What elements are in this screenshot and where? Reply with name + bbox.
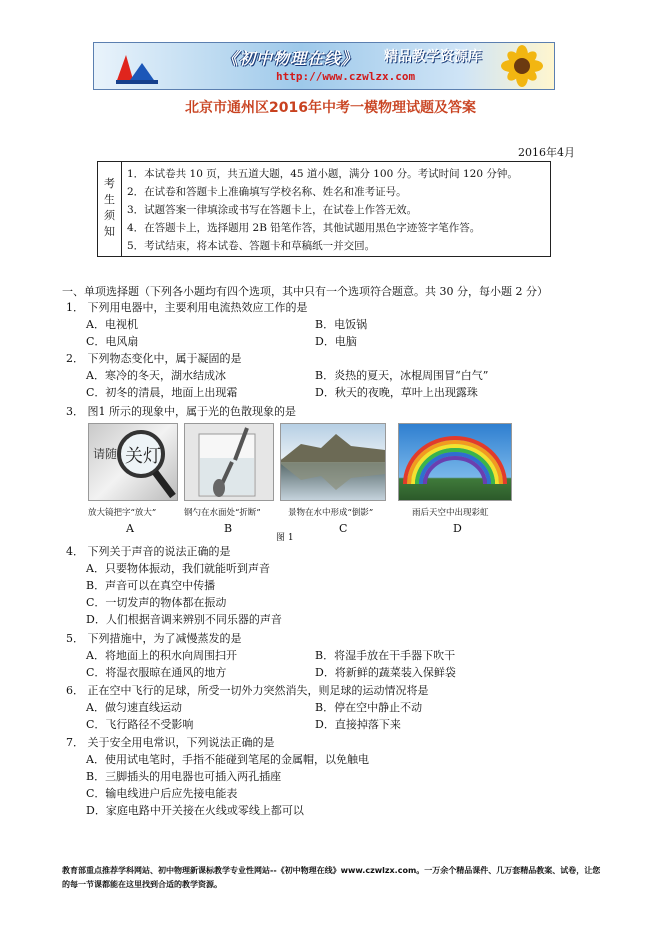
figure-letter: C (339, 522, 348, 535)
figure-label: 图 1 (276, 533, 294, 543)
figure-image-d (398, 423, 512, 501)
figure-caption: 雨后天空中出现彩虹 (412, 508, 489, 518)
option-d[interactable]: D．将新鲜的蔬菜装入保鲜袋 (315, 666, 456, 679)
option-b[interactable]: B．停在空中静止不动 (315, 701, 423, 714)
notice-item: 1．本试卷共 10 页，共五道大题，45 道小题，满分 100 分。考试时间 120 分钟。 (127, 168, 518, 180)
option-c[interactable]: C．初冬的清晨，地面上出现霜 (86, 386, 238, 399)
option-a[interactable]: A．做匀速直线运动 (86, 701, 182, 714)
notice-item: 5．考试结束，将本试卷、答题卡和草稿纸一并交回。 (127, 240, 376, 252)
rainbow-photo (399, 424, 511, 500)
notice-label-char: 生 (104, 193, 115, 206)
option-b[interactable]: B．电饭锅 (315, 318, 368, 331)
question-stem: 7． 关于安全用电常识，下列说法正确的是 (66, 736, 275, 749)
question-stem: 5． 下列措施中，为了减慢蒸发的是 (66, 632, 242, 645)
option-d[interactable]: D．直接掉落下来 (315, 718, 401, 731)
figure-image-b (184, 423, 274, 501)
option-c[interactable]: C．输电线进户后应先接电能表 (86, 787, 238, 800)
figure-image-c (280, 423, 386, 501)
document-title: 北京市通州区2016年中考一模物理试题及答案 (185, 100, 476, 116)
option-c[interactable]: C．将湿衣服晾在通风的地方 (86, 666, 227, 679)
notice-label-char: 考 (104, 177, 115, 190)
figure-caption: 钢勺在水面处“折断” (184, 508, 261, 518)
option-d[interactable]: D．人们根据音调来辨别不同乐器的声音 (86, 613, 282, 626)
option-b[interactable]: B．炎热的夏天，冰棍周围冒“白气” (315, 369, 489, 382)
figure-caption: 景物在水中形成“倒影” (288, 508, 374, 518)
question-stem: 6． 正在空中飞行的足球，所受一切外力突然消失，则足球的运动情况将是 (66, 684, 429, 697)
option-a[interactable]: A．电视机 (86, 318, 138, 331)
svg-text:请随: 请随 (93, 447, 118, 461)
option-a[interactable]: A．寒冷的冬天，湖水结成冰 (86, 369, 226, 382)
option-c[interactable]: C．一切发声的物体都在振动 (86, 596, 227, 609)
option-c[interactable]: C．电风扇 (86, 335, 139, 348)
option-d[interactable]: D．电脑 (315, 335, 357, 348)
option-b[interactable]: B．声音可以在真空中传播 (86, 579, 216, 592)
question-stem: 2． 下列物态变化中，属于凝固的是 (66, 352, 242, 365)
banner-url[interactable]: http://www.czwlzx.com (276, 70, 416, 83)
notice-label-char: 知 (104, 225, 115, 238)
option-a[interactable]: A．使用试电笔时，手指不能碰到笔尾的金属帽，以免触电 (86, 753, 369, 766)
notice-item: 2．在试卷和答题卡上准确填写学校名称、姓名和准考证号。 (127, 186, 407, 198)
section-heading: 一、单项选择题（下列各小题均有四个选项，其中只有一个选项符合题意。共 30 分，每小题 2 分） (62, 285, 548, 298)
notice-label (98, 162, 122, 256)
question-stem: 1． 下列用电器中，主要利用电流热效应工作的是 (66, 301, 308, 314)
spoon-in-glass-photo (185, 424, 273, 500)
exam-notice-box (97, 161, 551, 257)
option-d[interactable]: D．秋天的夜晚，草叶上出现露珠 (315, 386, 478, 399)
question-stem: 3． 图1 所示的现象中，属于光的色散现象的是 (66, 405, 296, 418)
notice-label-char: 须 (104, 209, 115, 222)
site-logo-icon (112, 49, 162, 85)
page-footer: 教育部重点推荐学科网站、初中物理新课标教学专业性网站--《初中物理在线》www.czwlzx.com。一万余个精品课件、几万套精品教案、试卷，让您的每一节课都能在这里找到合适的教学资源。 (62, 866, 601, 889)
figure-caption: 放大镜把字“放大” (88, 508, 157, 518)
figure-letter: D (453, 522, 462, 535)
option-d[interactable]: D．家庭电路中开关接在火线或零线上都可以 (86, 804, 304, 817)
document-date: 2016年4月 (518, 146, 575, 159)
option-b[interactable]: B．将湿手放在干手器下吹干 (315, 649, 456, 662)
question-stem: 4． 下列关于声音的说法正确的是 (66, 545, 231, 558)
option-c[interactable]: C．飞行路径不受影响 (86, 718, 194, 731)
notice-item: 4．在答题卡上，选择题用 2B 铅笔作答，其他试题用黑色字迹签字笔作答。 (127, 222, 481, 234)
figure-image-a (88, 423, 178, 501)
banner-subtitle: 精品教学资源库 (384, 49, 482, 65)
figure-letter: A (126, 522, 134, 535)
figure-letter: B (224, 522, 233, 535)
option-a[interactable]: A．只要物体振动，我们就能听到声音 (86, 562, 270, 575)
option-a[interactable]: A．将地面上的积水向周围扫开 (86, 649, 237, 662)
notice-item: 3．试题答案一律填涂或书写在答题卡上，在试卷上作答无效。 (127, 204, 418, 216)
reflection-photo (281, 424, 385, 500)
magnifier-photo (89, 424, 177, 500)
sunflower-icon (494, 45, 550, 87)
sign-text: 关灯 (125, 446, 161, 467)
header-banner (93, 42, 555, 90)
banner-title: 《初中物理在线》 (222, 49, 359, 68)
option-b[interactable]: B．三脚插头的用电器也可插入两孔插座 (86, 770, 282, 783)
